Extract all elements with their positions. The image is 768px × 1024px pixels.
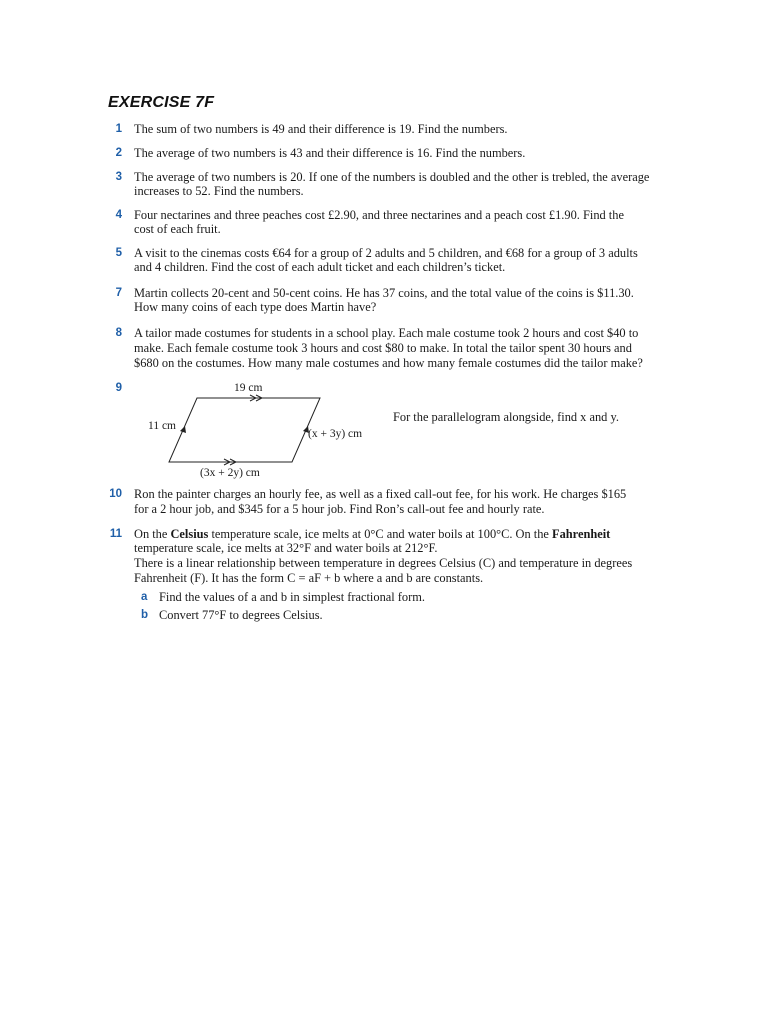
question-text: The sum of two numbers is 49 and their difference is 19. Find the numbers. (134, 122, 508, 136)
text-run: temperature scale, ice melts at 0°C and water boils at 100°C. On the (208, 527, 553, 541)
text-run: On the (134, 527, 171, 541)
question-text: For the parallelogram alongside, find x and y. (393, 410, 619, 424)
arrow-marker-left (180, 426, 186, 433)
part-label: b (141, 609, 149, 621)
label-bottom: (3x + 2y) cm (200, 467, 260, 479)
parallelogram-diagram (140, 378, 390, 480)
question-text-line: Martin collects 20-cent and 50-cent coins. He has 37 coins, and the total value of the coins is $11.30. (134, 286, 634, 300)
label-top: 19 cm (234, 382, 263, 394)
question-text-line: How many coins of each type does Martin have? (134, 300, 377, 314)
question-text-line: Fahrenheit (F). It has the form C = aF + b where a and b are constants. (134, 571, 484, 585)
question-number: 4 (115, 209, 122, 221)
part-text: Convert 77°F to degrees Celsius. (159, 608, 323, 622)
question-text-line: increases to 52. Find the numbers. (134, 184, 304, 198)
question-number: 9 (115, 382, 122, 394)
keyword-celsius: Celsius (170, 527, 209, 541)
question-text-line: cost of each fruit. (134, 222, 221, 236)
keyword-fahrenheit: Fahrenheit (552, 527, 611, 541)
question-text-line: and 4 children. Find the cost of each adult ticket and each children’s ticket. (134, 260, 506, 274)
exercise-title: EXERCISE 7F (108, 94, 215, 111)
question-number: 3 (115, 171, 122, 183)
question-text-line: Ron the painter charges an hourly fee, as well as a fixed call-out fee, for his work. He charges $165 (134, 487, 627, 501)
question-text: The average of two numbers is 43 and their difference is 16. Find the numbers. (134, 146, 526, 160)
question-number: 2 (115, 147, 122, 159)
question-number: 7 (115, 287, 122, 299)
question-number: 8 (115, 327, 122, 339)
question-number: 1 (115, 123, 122, 135)
question-number: 11 (109, 528, 122, 540)
label-left: 11 cm (148, 420, 176, 432)
question-text-line: The average of two numbers is 20. If one of the numbers is doubled and the other is trebled, the average (134, 170, 650, 184)
question-text-line: temperature scale, ice melts at 32°F and water boils at 212°F. (134, 541, 438, 555)
question-text-line: There is a linear relationship between temperature in degrees Celsius (C) and temperature in degrees (134, 556, 633, 570)
part-text: Find the values of a and b in simplest fractional form. (159, 590, 425, 604)
question-text-line: $680 on the costumes. How many male costumes and how many female costumes did the tailor make? (134, 356, 643, 370)
question-text-line: for a 2 hour job, and $345 for a 5 hour job. Find Ron’s call-out fee and hourly rate. (134, 502, 545, 516)
question-text-line: make. Each female costume took 3 hours and cost $80 to make. In total the tailor spent 30 hours and (134, 341, 632, 355)
part-label: a (141, 591, 148, 603)
question-text-line: A visit to the cinemas costs €64 for a group of 2 adults and 5 children, and €68 for a group of 3 adults (134, 246, 638, 260)
question-text-line: A tailor made costumes for students in a school play. Each male costume took 2 hours and cost $40 to (134, 326, 639, 340)
question-number: 5 (115, 247, 122, 259)
label-right: (x + 3y) cm (308, 428, 363, 440)
question-text-line: Four nectarines and three peaches cost £2.90, and three nectarines and a peach cost £1.90. Find the (134, 208, 624, 222)
question-number: 10 (109, 488, 122, 500)
parallelogram-shape (169, 398, 320, 462)
